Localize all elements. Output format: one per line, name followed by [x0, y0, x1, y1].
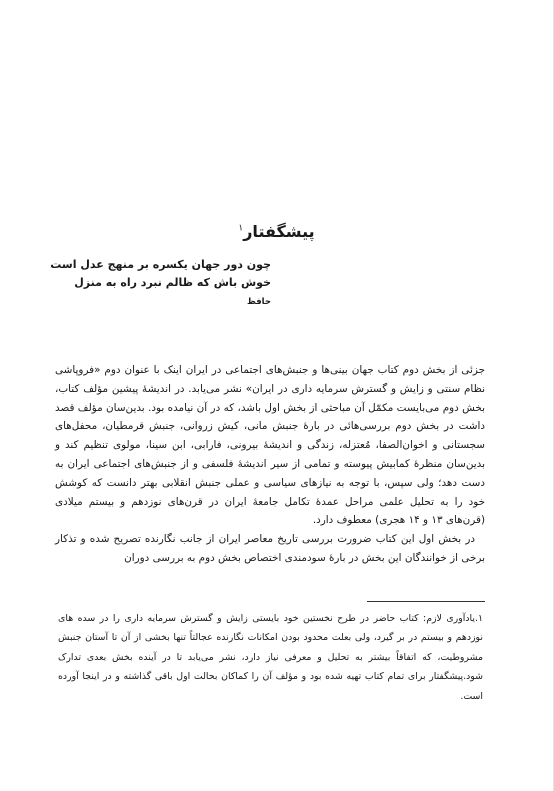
body-paragraph-1: جزئی از بخش دوم کتاب جهان بینی‌ها و جنبش‌های اجتماعی در ایران اینک با عنوان دوم «فروپاشی نظام سنتی و زایش و گسترش سرمایه داری در ایران» نشر می‌یابد. در اندیشهٔ پیشین مؤلف کتاب، بخش دوم می‌بایست مکمّل آن مباحثی از بخش اول باشد، که در آن نیامده بود. بدین‌سان مؤلف قصد داشت در بخش دوم بررسی‌هائی در بارهٔ جنبش مانی، کیش زروانی، جنبش قرمطیان، محفل‌های سجستانی و اخوان‌الصفا، مُعتزله، زندگی و اندیشهٔ بیرونی، فارابی، ابن سینا، مولوی تنظیم کند و بدین‌سان منظرهٔ کمابیش پیوسته و تمامی از سیر اندیشهٔ فلسفی و از جنبش‌های اجتماعی ایران به دست دهد؛ ولی سپس، با توجه به نیازهای سیاسی و عملی جنبش انقلابی بهتر دانست که کوشش خود را به تحلیل علمی مراحل عمدهٔ تکامل جامعهٔ ایران در قرن‌های نوزدهم و بیستم میلادی (قرن‌های ۱۳ و ۱۴ هجری) معطوف دارد. [55, 364, 485, 527]
footnote-1: ۱.یادآوری لازم: کتاب حاضر در طرح نخستین خود بایستی زایش و گسترش سرمایه داری را در سده های نوزدهم و بیستم در بر گیرد، ولی بعلت محدود بودن امکانات نگارنده عجالتاً تنها بخشی از آن تا آستان جنبش مشروطیت، که اتفاقاً بیشتر به تحلیل و معرفی نیاز دارد، نشر می‌یابد تا در آینده بخش بعدی تدارک شود.پیشگفتار برای تمام کتاب تهیه شده بود و مؤلف آن را کماکان بحالت اول باقی گذاشته و در اینجا آورده است. [58, 613, 483, 702]
body-text [55, 361, 485, 568]
title-text: پیشگفتار [243, 222, 315, 241]
page-title [0, 222, 553, 241]
epigraph-line-2: خوش باش که ظالم نبرد راه به منزل [74, 276, 271, 289]
epigraph-line-1: چون دور جهان یکسره بر منهج عدل است [50, 258, 271, 271]
footnote-divider [367, 601, 485, 602]
footnotes [58, 609, 483, 706]
epigraph-poet: حافظ [247, 297, 271, 307]
body-paragraph-2: در بخش اول این کتاب ضرورت بررسی تاریخ معاصر ایران از جانب نگارنده تصریح شده و تذکار برخی از خوانندگان این بخش در بارهٔ سودمندی اختصاص بخش دوم به بررسی دوران [55, 533, 485, 564]
title-footnote-ref: ۱ [238, 223, 244, 234]
epigraph [50, 256, 271, 311]
